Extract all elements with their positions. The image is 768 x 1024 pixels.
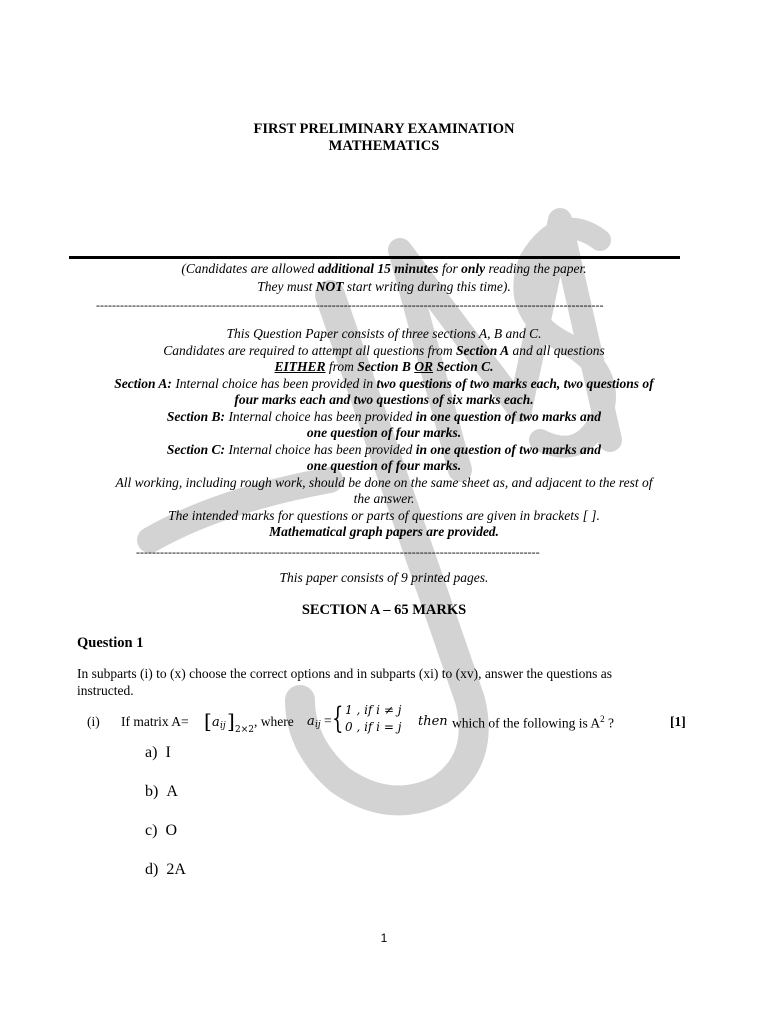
aij-symbol: a [307, 714, 315, 729]
question-text: which of the following is $A^2$ ? [452, 714, 614, 731]
instruction-line [60, 376, 708, 393]
case-2: 0 , if i = j [345, 720, 402, 734]
notice-line-1 [0, 261, 768, 278]
text-run: Candidates are required to attempt all questions from [163, 342, 456, 358]
option-value: A [166, 783, 178, 800]
case-1: 1 , if i ≠ j [345, 703, 402, 717]
text-run: one question of four marks. [306, 425, 462, 440]
instruction-line [60, 359, 708, 376]
option-item [145, 861, 186, 879]
matrix-bracket-right: ] [227, 709, 235, 733]
matrix-entry-sub: ij [220, 721, 226, 731]
question-intro-line: In subparts (i) to (x) choose the correct options and in subparts (xi) to (xv), answer the questions as [77, 666, 612, 681]
instruction-line [60, 343, 708, 360]
instruction-line [60, 409, 708, 426]
text-run: Internal choice has been provided [228, 441, 416, 457]
instruction-line [60, 425, 708, 442]
aij-sub: ij [315, 720, 321, 730]
text-run: Section B [357, 359, 415, 374]
instruction-line [60, 392, 708, 409]
text-run: only [461, 261, 486, 276]
option-value: 2A [166, 861, 186, 878]
instruction-line [60, 508, 708, 525]
text-run: NOT [315, 279, 344, 294]
text-run: the answer. [353, 491, 415, 506]
text-run: additional 15 minutes [317, 261, 439, 276]
question-intro-line: instructed. [77, 682, 134, 698]
instruction-line [60, 491, 708, 508]
equals-sign: = [324, 713, 332, 728]
text-run: EITHER [274, 359, 326, 374]
matrix-dimension: 2×2 [235, 725, 254, 735]
text-run: Mathematical graph papers are provided. [269, 524, 499, 539]
text-run: and all questions [509, 342, 605, 358]
marks-badge: [1] [670, 714, 686, 729]
matrix-entry: a [212, 715, 220, 730]
text-run: Internal choice has been provided [228, 408, 416, 424]
text-run: Section B: [166, 408, 229, 424]
question-title: Question 1 [77, 635, 144, 651]
text-run: in one question of two marks and [415, 441, 602, 457]
text-run: in one question of two marks and [415, 408, 602, 424]
instruction-line [60, 475, 708, 492]
text-run: start writing during this time). [343, 279, 511, 294]
pages-note: This paper consists of 9 printed pages. [279, 570, 489, 585]
subpart-number: (i) [87, 714, 100, 729]
notice-line-2 [0, 279, 768, 296]
question-text: If matrix A= [121, 714, 189, 729]
text-run: from [325, 359, 358, 374]
subpart-question [121, 703, 681, 743]
option-item [145, 822, 177, 840]
instruction-line [60, 442, 708, 459]
text-run: Section A [455, 342, 510, 358]
subject-title: MATHEMATICS [328, 138, 440, 154]
section-heading: SECTION A – 65 MARKS [301, 602, 467, 618]
option-value: I [165, 744, 171, 761]
option-label: c) [145, 822, 158, 839]
option-label: b) [145, 783, 159, 800]
text-run: for [438, 261, 462, 276]
text-run: Section C: [166, 441, 229, 457]
instructions [60, 326, 708, 541]
text-run: They must [257, 279, 316, 294]
option-label: d) [145, 861, 159, 878]
option-item [145, 744, 171, 762]
text-run: (Candidates are allowed [181, 261, 318, 276]
text-run: Internal choice has been provided in [175, 375, 377, 391]
text-run: The intended marks for questions or parts of questions are given in brackets [ ]. [168, 507, 600, 523]
then-word: then [418, 714, 448, 729]
brace: { [332, 701, 344, 736]
text-run: reading the paper. [485, 261, 587, 276]
dashed-separator: ----------------------------------------------------------------------------------------------------- [136, 545, 540, 559]
option-label: a) [145, 744, 158, 761]
instruction-line [60, 326, 708, 343]
page-number: 1 [380, 931, 388, 945]
matrix-bracket-left: [ [204, 709, 212, 733]
text-run: OR [414, 359, 434, 374]
instruction-line [60, 524, 708, 541]
text-run: This Question Paper consists of three sections A, B and C. [226, 326, 542, 341]
text-run: All working, including rough work, should be done on the same sheet as, and adjacent to the rest of [115, 474, 653, 490]
text-run: Section A: [114, 375, 176, 391]
exam-title: FIRST PRELIMINARY EXAMINATION [253, 121, 515, 137]
question-text: , where [254, 714, 294, 729]
option-value: O [165, 822, 177, 839]
text-run: four marks each and two questions of six marks each. [234, 392, 534, 407]
text-run: two questions of two marks each, two questions of [376, 375, 654, 391]
text-run: one question of four marks. [306, 458, 462, 473]
dashed-separator: ------------------------------------------------------------------------------------------------------------------------------- [96, 298, 604, 312]
text-run: Section C. [433, 359, 494, 374]
header-rule [69, 256, 680, 259]
option-item [145, 783, 178, 801]
question-intro [77, 666, 612, 699]
instruction-line [60, 458, 708, 475]
